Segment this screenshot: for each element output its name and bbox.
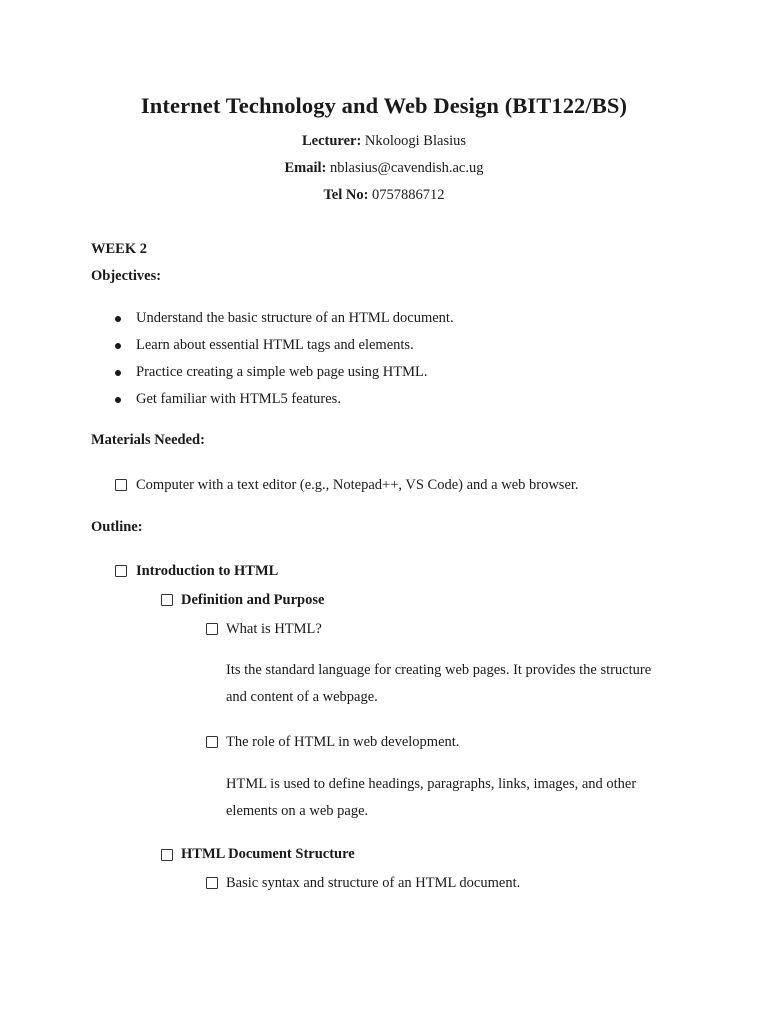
lecturer-value: Nkoloogi Blasius	[361, 133, 467, 149]
email-label: Email:	[284, 160, 327, 176]
outline-heading: Outline:	[91, 519, 143, 535]
answer-text: Its the standard language for creating web pages. It provides the structure	[226, 662, 652, 678]
answer-text: elements on a web page.	[226, 803, 369, 819]
objective-item: Understand the basic structure of an HTML document.	[136, 310, 454, 326]
outline-item-intro: Introduction to HTML	[136, 563, 279, 579]
week-heading: WEEK 2	[91, 241, 147, 257]
materials-item: Computer with a text editor (e.g., Notepad++, VS Code) and a web browser.	[136, 477, 579, 493]
materials-heading: Materials Needed:	[91, 432, 205, 448]
checkbox-icon[interactable]	[115, 479, 127, 491]
outline-item-definition: Definition and Purpose	[181, 592, 325, 608]
bullet-icon	[115, 316, 121, 322]
tel-label: Tel No:	[323, 187, 369, 203]
lecturer-line	[0, 133, 768, 150]
tel-value: 0757886712	[368, 187, 445, 203]
bullet-icon	[115, 343, 121, 349]
checkbox-icon[interactable]	[161, 594, 173, 606]
objective-item: Get familiar with HTML5 features.	[136, 391, 341, 407]
checkbox-icon[interactable]	[206, 623, 218, 635]
checkbox-icon[interactable]	[115, 565, 127, 577]
objectives-heading: Objectives:	[91, 268, 162, 284]
answer-text: HTML is used to define headings, paragraphs, links, images, and other	[226, 776, 637, 792]
email-value: nblasius@cavendish.ac.ug	[326, 160, 484, 176]
lecturer-label: Lecturer:	[301, 133, 362, 149]
bullet-icon	[115, 397, 121, 403]
checkbox-icon[interactable]	[161, 849, 173, 861]
outline-item-doc-structure: HTML Document Structure	[181, 846, 355, 862]
objective-item: Learn about essential HTML tags and elements.	[136, 337, 414, 353]
outline-item-role: The role of HTML in web development.	[226, 734, 460, 750]
tel-line	[0, 187, 768, 204]
email-line	[0, 160, 768, 177]
checkbox-icon[interactable]	[206, 736, 218, 748]
objective-item: Practice creating a simple web page using HTML.	[136, 364, 428, 380]
document-title: Internet Technology and Web Design (BIT122/BS)	[140, 93, 628, 118]
bullet-icon	[115, 370, 121, 376]
outline-item-basic-syntax: Basic syntax and structure of an HTML document.	[226, 875, 521, 891]
outline-item-what-is: What is HTML?	[226, 621, 322, 637]
answer-text: and content of a webpage.	[226, 689, 378, 705]
checkbox-icon[interactable]	[206, 877, 218, 889]
